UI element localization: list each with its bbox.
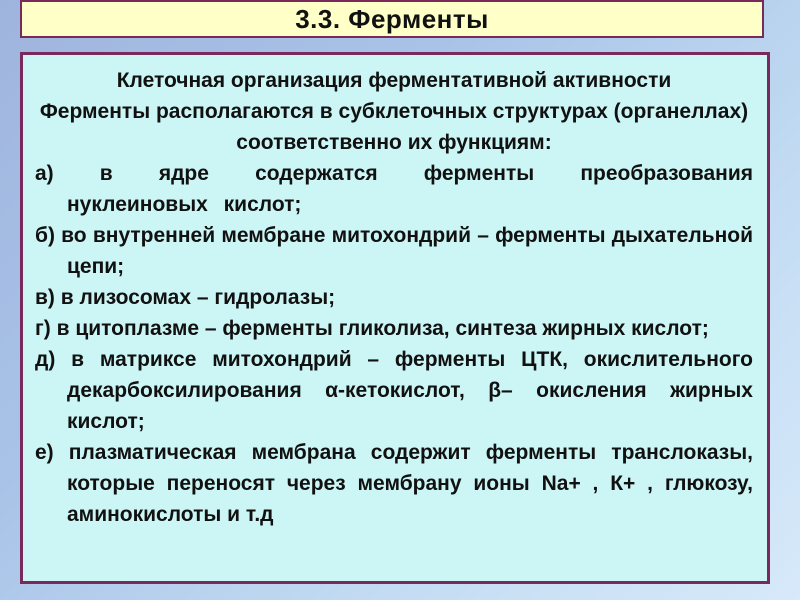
title-box xyxy=(20,0,764,38)
list-item-c: в) в лизосомах – гидролазы; xyxy=(35,286,336,309)
list-item-f: е) плазматическая мембрана содержит ферменты транслоказы, которые переносят через мембрану ионы Na+ , К+ , глюкозу, аминокислоты и т.д xyxy=(35,441,753,526)
intro-text: Ферменты располагаются в субклеточных структурах (органеллах) соответственно их функциям: xyxy=(39,100,749,154)
list-item-d: г) в цитоплазме – ферменты гликолиза, синтеза жирных кислот; xyxy=(35,317,709,340)
list-item-e: д) в матриксе митохондрий – ферменты ЦТК, окислительного декарбоксилирования α-кетокислот, β– окисления жирных кислот; xyxy=(35,348,753,433)
content-heading: Клеточная организация ферментативной активности xyxy=(116,69,672,92)
list-item-a: а) в ядре содержатся ферменты преобразования нуклеиновых кислот; xyxy=(35,162,753,216)
slide-title: 3.3. Ферменты xyxy=(295,3,489,34)
list-item-b: б) во внутренней мембране митохондрий – ферменты дыхательной цепи; xyxy=(35,224,753,278)
content-box xyxy=(20,52,770,584)
